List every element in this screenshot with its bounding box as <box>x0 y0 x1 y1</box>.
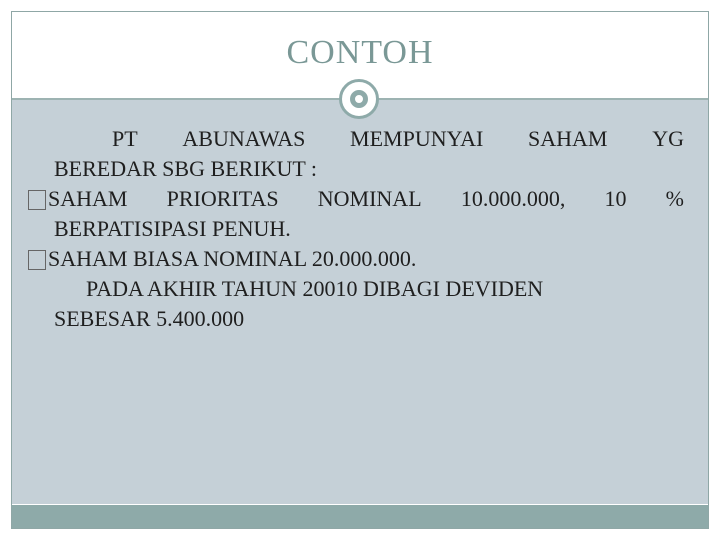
word: PT <box>112 126 138 151</box>
paragraph-1-line-1 <box>28 124 684 154</box>
word: PRIORITAS <box>166 186 279 211</box>
word: MEMPUNYAI <box>350 126 484 151</box>
ring-ornament-icon <box>339 79 379 119</box>
paragraph-2-line-2: SEBESAR 5.400.000 <box>54 306 245 331</box>
square-bullet-icon <box>28 250 46 270</box>
slide-title: CONTOH <box>286 34 434 71</box>
bullet-2-line-1 <box>28 244 684 274</box>
bullet-2-text: SAHAM BIASA NOMINAL 20.000.000. <box>48 246 417 271</box>
word: 10 <box>604 186 627 211</box>
paragraph-2-line-1: PADA AKHIR TAHUN 20010 DIBAGI DEVIDEN <box>86 276 544 301</box>
word: 10.000.000, <box>460 186 566 211</box>
paragraph-1-line-2: BEREDAR SBG BERIKUT : <box>54 156 318 181</box>
word: YG <box>652 126 684 151</box>
slide-body <box>28 124 684 334</box>
word: ABUNAWAS <box>182 126 306 151</box>
bullet-lead <box>28 184 127 214</box>
footer-bar <box>12 505 708 528</box>
word: SAHAM <box>48 186 128 211</box>
bullet-1-line-2: BERPATISIPASI PENUH. <box>54 216 291 241</box>
word: % <box>665 186 684 211</box>
bullet-1-line-1 <box>28 184 684 214</box>
word: SAHAM <box>528 126 608 151</box>
square-bullet-icon <box>28 190 46 210</box>
word: NOMINAL <box>317 186 422 211</box>
ring-inner <box>350 90 368 108</box>
